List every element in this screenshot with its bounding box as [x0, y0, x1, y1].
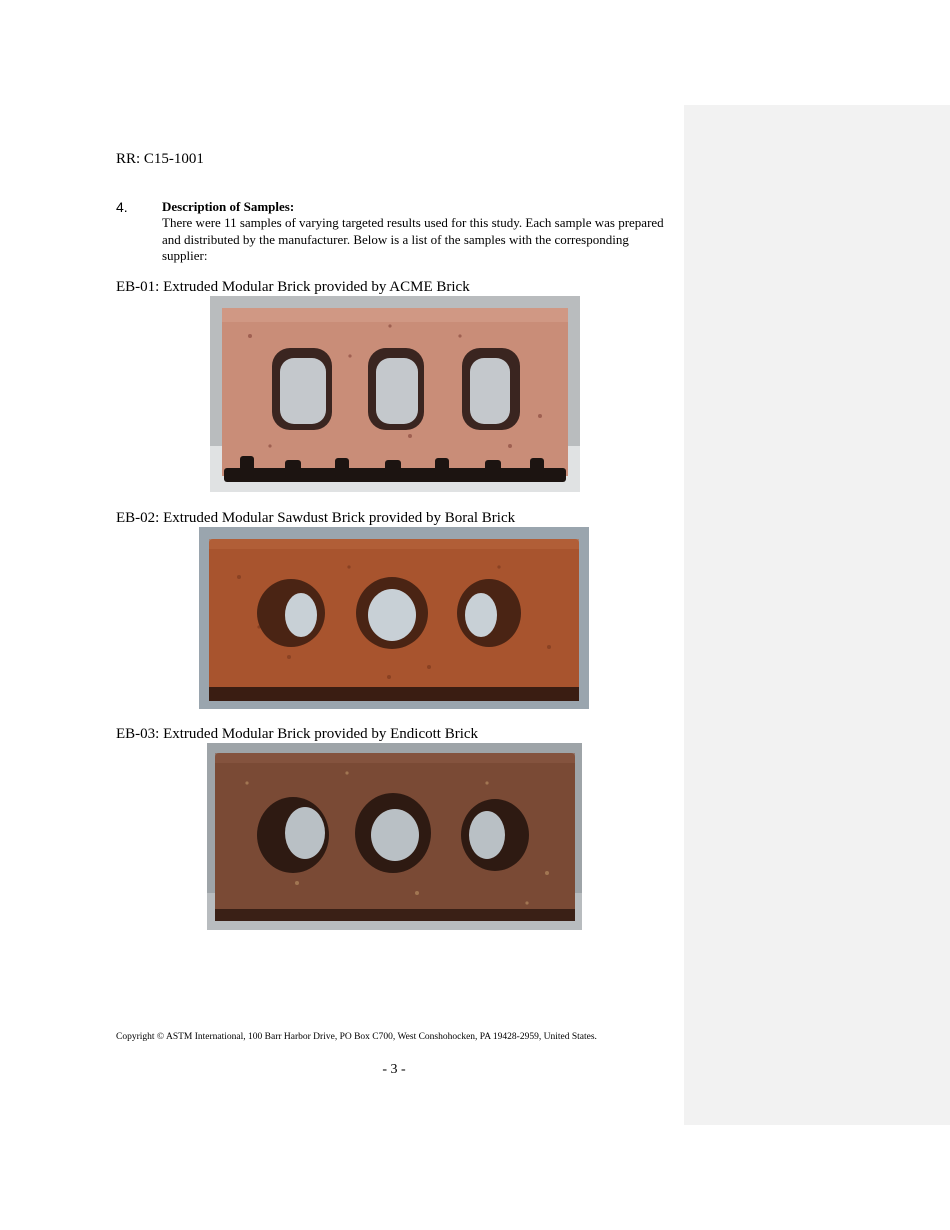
brick-photo-eb02	[199, 527, 589, 709]
brick-photo-eb01	[210, 296, 580, 492]
section-body: There were 11 samples of varying targeted results used for this study. Each sample was prepared and distributed by the manufacturer. Below is a list of the samples with the corresponding supplier:	[162, 215, 664, 263]
section-heading: Description of Samples:	[162, 199, 295, 214]
brick-photo-eb03	[207, 743, 582, 930]
document-id: RR: C15-1001	[116, 151, 204, 167]
section-number: 4.	[116, 199, 128, 215]
sample-caption-eb03: EB-03: Extruded Modular Brick provided by Endicott Brick	[116, 726, 479, 742]
comment-pane	[684, 105, 950, 1125]
copyright-notice: Copyright © ASTM International, 100 Barr Harbor Drive, PO Box C700, West Conshohocken, PA 19428-2959, United States.	[116, 1032, 597, 1042]
sample-caption-eb02: EB-02: Extruded Modular Sawdust Brick provided by Boral Brick	[116, 510, 516, 526]
page-number: - 3 -	[382, 1062, 406, 1077]
sample-caption-eb01: EB-01: Extruded Modular Brick provided by ACME Brick	[116, 279, 470, 295]
